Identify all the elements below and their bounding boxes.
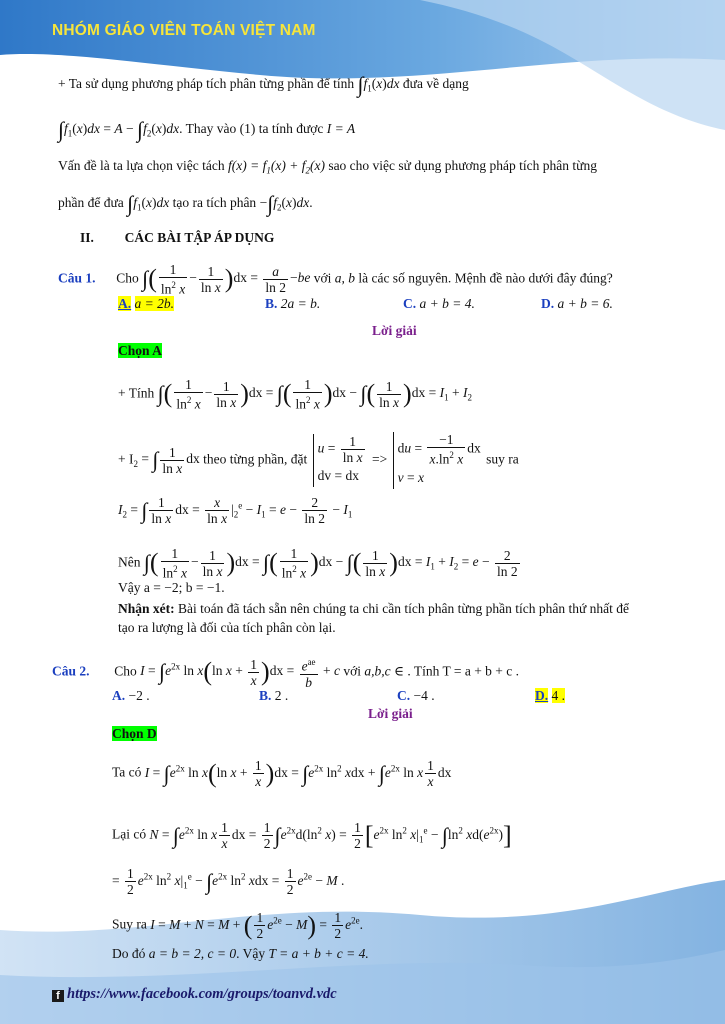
formula: T = a + b + c = 4. bbox=[268, 946, 369, 961]
intro-text: đưa về dạng bbox=[402, 76, 469, 92]
step-text: theo từng phần, đặt bbox=[203, 451, 308, 467]
option-key: D. bbox=[541, 296, 555, 311]
q1-option-d[interactable] bbox=[541, 296, 613, 312]
q2-step-5 bbox=[112, 946, 369, 962]
intro-text: tạo ra tích phân bbox=[172, 195, 257, 211]
footer-link[interactable] bbox=[52, 986, 337, 1003]
section-heading bbox=[80, 230, 274, 246]
question-label: Câu 2. bbox=[52, 663, 90, 679]
q2-step-2 bbox=[112, 820, 512, 851]
question-text: là các số nguyên. Mệnh đề nào dưới đây đúng? bbox=[358, 270, 613, 286]
option-value: a + b = 4. bbox=[419, 296, 475, 311]
choice-badge: Chọn A bbox=[118, 343, 162, 358]
question-text: Cho bbox=[116, 270, 139, 286]
choice-badge: Chọn D bbox=[112, 726, 157, 741]
step-text: . Vậy bbox=[236, 946, 266, 961]
q1-option-b[interactable] bbox=[265, 296, 320, 312]
formula: du = $\frac{-1}{x.\ln^2 x}$ dx v = x bbox=[393, 432, 481, 489]
q2-option-d[interactable] bbox=[535, 688, 565, 704]
intro-text: Vấn đề là ta lựa chọn việc tách bbox=[58, 158, 225, 173]
option-value: −4 . bbox=[413, 688, 435, 703]
formula: $f(x) = f_1(x) + f_2(x)$ bbox=[228, 158, 325, 176]
option-key: A. bbox=[118, 296, 132, 311]
step-text: Ta có bbox=[112, 764, 142, 780]
q2-solution-title: Lời giải bbox=[368, 706, 413, 721]
remark-label: Nhận xét: bbox=[118, 601, 175, 616]
header-title: NHÓM GIÁO VIÊN TOÁN VIỆT NAM bbox=[52, 22, 316, 39]
step-text: Nên bbox=[118, 554, 141, 570]
section-number: II. bbox=[80, 230, 94, 245]
q1-step-4 bbox=[118, 546, 522, 581]
formula: a,b,c ∈ bbox=[364, 663, 404, 679]
formula: I = A bbox=[326, 121, 356, 137]
intro-text: . bbox=[309, 195, 313, 211]
q2-option-c[interactable] bbox=[397, 688, 435, 704]
option-key: B. bbox=[259, 688, 272, 703]
q2-choice bbox=[112, 726, 157, 742]
formula: u = $\frac{1}{\text{ln x}}$ dv = dx bbox=[313, 434, 367, 487]
q1-result: Vậy a = −2; b = −1. bbox=[118, 580, 225, 595]
intro-text: + Ta sử dụng phương pháp tích phân từng phần để tính bbox=[58, 76, 355, 92]
option-value: a + b = 6. bbox=[557, 296, 613, 311]
q1-remark bbox=[118, 601, 629, 617]
q1-solution-title: Lời giải bbox=[372, 323, 417, 338]
question-text: với bbox=[313, 270, 332, 286]
step-text: + I bbox=[118, 451, 134, 467]
option-value: a = 2b. bbox=[134, 296, 174, 311]
intro-line-4 bbox=[58, 193, 313, 216]
formula: $I = \int e^{2x}$ ln x(ln x + $\frac{1}{x}$ )dx = $\frac{e^{ae}}{b}$ + c bbox=[140, 656, 340, 690]
q1-step-2: + $I_2$ = ∫ $\frac{1}{\text{ln x}}$ dx theo từng phần, đặt u = $\frac{1}{\text{ln x}}$ dv = dx => du = $\frac{-1}{x.\ln^2 x}$ dx v = x suy ra bbox=[118, 432, 519, 489]
q2-step-1 bbox=[112, 758, 451, 789]
formula: $-\int f_2(x)dx$ bbox=[259, 191, 310, 216]
intro-line-1 bbox=[58, 74, 469, 97]
formula: ∫( $\frac{1}{\ln^2 x}$ − $\frac{1}{\text{ln x}}$ )dx = $\frac{a}{\ln 2}$ −be bbox=[142, 262, 311, 297]
question-text: Cho bbox=[114, 663, 137, 679]
q2-option-b[interactable] bbox=[259, 688, 288, 704]
formula: a, b bbox=[334, 270, 355, 286]
formula: ∫( $\frac{1}{\ln^2 x}$ − $\frac{1}{\text{ln x}}$ )dx = ∫( $\frac{1}{\ln^2 x}$ )dx − ∫( $\frac{1}{\text{ln x}}$ )$dx = I_1 + I_2$ bbox=[157, 377, 472, 412]
formula: $I_2$ = ∫ $\frac{1}{\text{ln x}}$ dx = $\frac{x}{\text{ln x}}$ $|_2^e - I_1 = e$ − $\frac{2}{\ln 2}$ − $I_1$ bbox=[118, 495, 353, 526]
question-label: Câu 1. bbox=[58, 270, 96, 286]
intro-text: phần để đưa bbox=[58, 195, 124, 211]
intro-text: . Thay vào (1) ta tính được bbox=[179, 121, 324, 137]
q1-step-3 bbox=[118, 495, 352, 526]
q2-option-a[interactable] bbox=[112, 688, 150, 704]
formula: $I = \int e^{2x}$ ln x(ln x + $\frac{1}{x}$ )$dx = \int e^{2x}$ $\ln^2$ xdx + $\int e^{2x}$ ln x $\frac{1}{x}$ dx bbox=[144, 758, 452, 789]
formula: ∫( $\frac{1}{\ln^2 x}$ − $\frac{1}{\text{ln x}}$ )dx = ∫( $\frac{1}{\ln^2 x}$ )dx − ∫( $\frac{1}{\text{ln x}}$ )$dx = I_1 + I_2 = e$ − $\frac{2}{\ln 2}$ bbox=[143, 546, 518, 581]
formula: $\int f_1(x)dx = A - \int f_2(x)dx$ bbox=[58, 117, 180, 142]
option-value: 2 . bbox=[274, 688, 289, 703]
facebook-icon: f bbox=[52, 990, 64, 1002]
option-key: A. bbox=[112, 688, 126, 703]
intro-line-3 bbox=[58, 158, 597, 179]
footer-url[interactable]: https://www.facebook.com/groups/toanvd.vdc bbox=[67, 986, 337, 1002]
step-text: + Tính bbox=[118, 385, 155, 401]
option-value: −2 . bbox=[128, 688, 150, 703]
intro-text: sao cho việc sử dụng phương pháp tích phân từng bbox=[328, 158, 597, 173]
step-text: Lại có bbox=[112, 826, 147, 842]
step-text: suy ra bbox=[486, 451, 519, 467]
option-key: C. bbox=[397, 688, 411, 703]
question-text: với bbox=[343, 663, 361, 679]
step-text: Suy ra bbox=[112, 916, 147, 932]
q1-step-1 bbox=[118, 377, 472, 412]
question-1 bbox=[58, 262, 613, 297]
intro-line-2 bbox=[58, 119, 355, 142]
formula: $N = \int e^{2x}$ ln x $\frac{1}{x}$ dx = $\frac{1}{2}$ $\int e^{2x}d(\ln^2$ x) = $\frac{1}{2}$ [$e^{2x}$ $\ln^2 x|_1^e - \int\ln^2$ $xd(e^{2x})$] bbox=[149, 820, 512, 851]
option-value: 2a = b. bbox=[280, 296, 321, 311]
q2-step-4 bbox=[112, 910, 363, 941]
formula: $\int f_1(x)dx$ bbox=[357, 72, 400, 97]
q2-step-3 bbox=[112, 866, 344, 897]
formula: = ∫ $\frac{1}{\text{ln x}}$ dx bbox=[141, 444, 200, 476]
option-key: B. bbox=[265, 296, 278, 311]
question-text: . Tính T = a + b + c . bbox=[407, 663, 520, 679]
q1-option-a[interactable] bbox=[118, 296, 174, 312]
formula: a = b = 2, c = 0 bbox=[148, 946, 237, 961]
option-value: 4 . bbox=[551, 688, 565, 703]
option-key: D. bbox=[535, 688, 549, 703]
formula: I = M + N = M + ( $\frac{1}{2}$ $e^{2e} - M$) = $\frac{1}{2}$ $e^{2e}$. bbox=[150, 910, 363, 941]
step-text: Do đó bbox=[112, 946, 146, 961]
formula: $\int f_1(x)dx$ bbox=[127, 191, 170, 216]
q1-option-c[interactable] bbox=[403, 296, 475, 312]
option-key: C. bbox=[403, 296, 417, 311]
remark-text: Bài toán đã tách sẵn nên chúng ta chi cần tích phân từng phần tích phân thứ nhất để bbox=[174, 601, 629, 616]
section-title: CÁC BÀI TẬP ÁP DỤNG bbox=[124, 230, 275, 245]
q1-choice bbox=[118, 343, 162, 359]
formula: = $\frac{1}{2}$ $e^{2x}$ $\ln^2 x|_1^e - \int e^{2x}$ $\ln^2$ xdx = $\frac{1}{2}$ $e^{2e} - M$ . bbox=[112, 866, 345, 897]
q1-remark-cont: tạo ra lượng là đối của tích phân còn lại. bbox=[118, 620, 336, 635]
question-2 bbox=[52, 655, 519, 690]
